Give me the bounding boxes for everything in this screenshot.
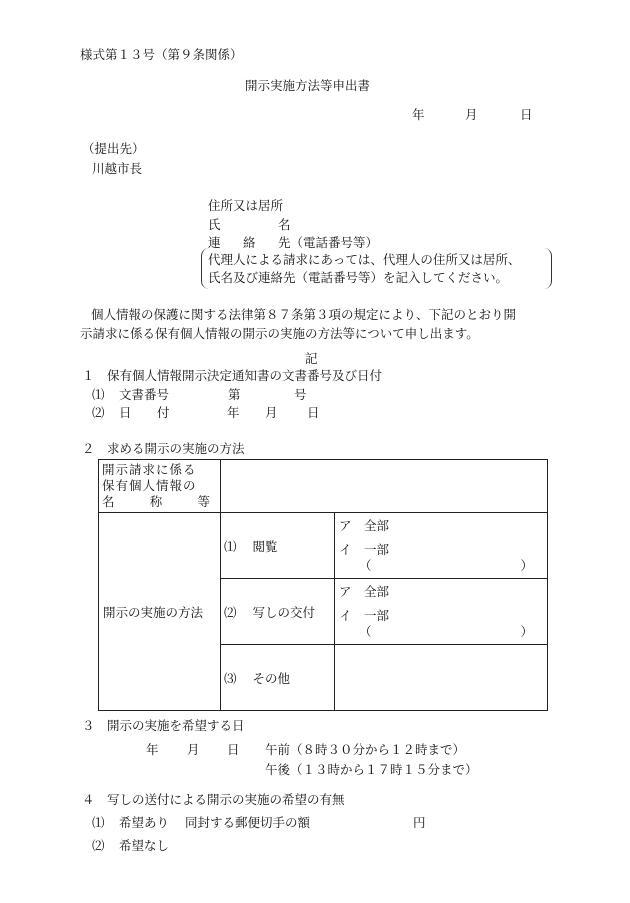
opt1-no: ⑴ — [224, 538, 237, 554]
name-row-line3-c: 等 — [197, 494, 210, 509]
opt1-label: 閲覧 — [252, 538, 278, 554]
agent-note-line1: 代理人による請求にあっては、代理人の住所又は居所、 — [208, 252, 521, 267]
opt2-choice-all[interactable]: ア 全部 — [339, 583, 390, 599]
opt3-value[interactable] — [335, 645, 548, 711]
agent-note-line2: 氏名及び連絡先（電話番号等）を記入してください。 — [208, 270, 509, 285]
sec3-year: 年 — [146, 742, 159, 757]
opt2-paren-open: （ — [359, 623, 372, 639]
recipient-label: （提出先） — [82, 141, 145, 156]
date-day: 日 — [520, 107, 533, 122]
ki-heading: 記 — [305, 351, 318, 366]
contact-label-2: 絡 — [243, 235, 256, 250]
intro-line1: 個人情報の保護に関する法律第８７条第３項の規定により、下記のとおり開 — [91, 307, 517, 322]
method-label: 開示の実施の方法 — [103, 604, 204, 620]
sec1-item2-label-b: 付 — [157, 405, 170, 420]
name-row-line3-b: 称 — [149, 494, 163, 509]
sec3-pm: 午後（１３時から１７時１５分まで） — [265, 762, 478, 777]
date-year: 年 — [412, 107, 425, 122]
sec1-item2-day: 日 — [307, 405, 320, 420]
opt1-paren-open: （ — [359, 557, 372, 573]
opt2-paren-close: ） — [520, 623, 533, 639]
opt2-no: ⑵ — [224, 604, 237, 620]
section2-heading: ２ 求める開示の実施の方法 — [82, 441, 245, 456]
sec1-item2-label-a: 日 — [119, 405, 132, 420]
sec4-item2-no: ⑵ — [92, 838, 105, 853]
opt2-cell[interactable] — [221, 579, 335, 645]
sec1-item1-no: ⑴ — [92, 387, 105, 402]
name-row-line3-a: 名 — [102, 494, 115, 509]
opt1-paren-close: ） — [520, 557, 533, 573]
sec4-item1-unit: 円 — [413, 815, 426, 830]
opt3-cell[interactable] — [221, 645, 335, 711]
opt2-choices[interactable] — [335, 579, 548, 645]
method-table — [98, 459, 548, 711]
form-number: 様式第１３号（第９条関係） — [80, 47, 243, 62]
name-row-line1: 開示請求に係る — [102, 462, 197, 477]
sec4-item1-no: ⑴ — [92, 815, 105, 830]
sec4-item1-label: 希望あり — [119, 815, 170, 830]
sec4-item1-detail: 同封する郵便切手の額 — [185, 815, 311, 830]
sec4-item2-label: 希望なし — [119, 838, 170, 853]
intro-line2: 示請求に係る保有個人情報の開示の実施の方法等について申し出ます。 — [80, 326, 479, 341]
sec1-item2-year: 年 — [227, 405, 240, 420]
name-label-2: 名 — [278, 217, 291, 232]
contact-label-3: 先（電話番号等） — [278, 235, 379, 250]
address-label: 住所又は居所 — [208, 198, 284, 213]
name-label-1: 氏 — [208, 217, 221, 232]
sec1-item1-go: 号 — [294, 387, 307, 402]
name-row-line2: 保有個人情報の — [102, 478, 197, 493]
page-title: 開示実施方法等申出書 — [245, 78, 371, 93]
sec1-item2-month: 月 — [265, 405, 278, 420]
sec3-day: 日 — [227, 742, 240, 757]
sec1-item1-label: 文書番号 — [119, 387, 170, 402]
section4-heading: ４ 写しの送付による開示の実施の希望の有無 — [82, 792, 345, 807]
opt3-no: ⑶ — [224, 670, 237, 686]
opt2-choice-part[interactable]: イ 一部 — [339, 607, 390, 623]
opt1-cell[interactable] — [221, 513, 335, 579]
date-month: 月 — [465, 107, 478, 122]
sec1-item1-dai: 第 — [228, 387, 241, 402]
opt2-label: 写しの交付 — [252, 604, 316, 620]
opt1-choices[interactable] — [335, 513, 548, 579]
sec1-item2-no: ⑵ — [92, 405, 105, 420]
opt1-choice-all[interactable]: ア 全部 — [339, 517, 390, 533]
recipient-name: 川越市長 — [92, 161, 143, 176]
contact-label-1: 連 — [208, 235, 221, 250]
opt3-label: その他 — [252, 670, 291, 686]
section3-heading: ３ 開示の実施を希望する日 — [82, 718, 245, 733]
sec3-am: 午前（８時３０分から１２時まで） — [265, 742, 466, 757]
name-row-label — [99, 460, 221, 513]
section1-heading: １ 保有個人情報開示決定通知書の文書番号及び日付 — [82, 368, 383, 383]
method-label-cell — [99, 513, 221, 711]
name-row-value[interactable] — [221, 460, 548, 513]
opt1-choice-part[interactable]: イ 一部 — [339, 541, 390, 557]
sec3-month: 月 — [187, 742, 200, 757]
